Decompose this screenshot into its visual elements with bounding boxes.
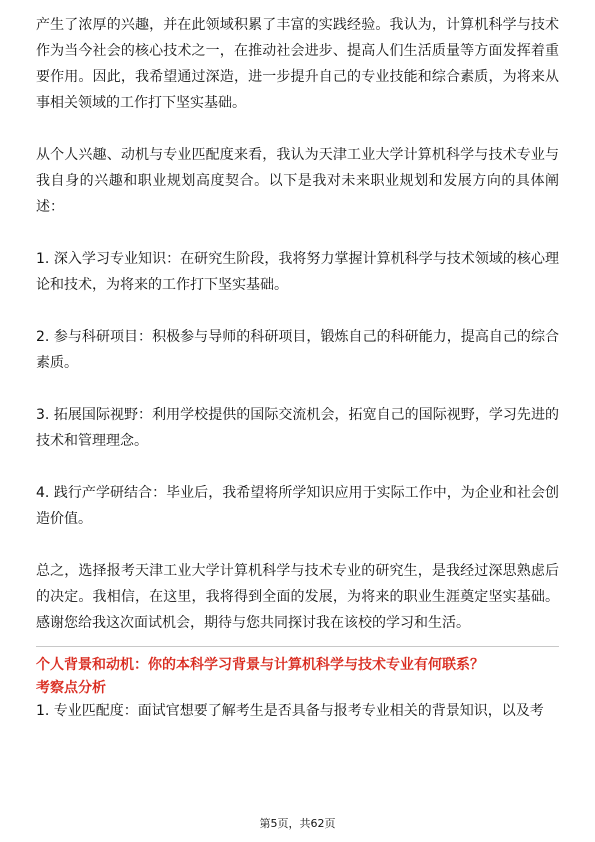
analysis-heading: 考察点分析: [36, 680, 106, 696]
analysis-item-1: 1. 专业匹配度：面试官想要了解考生是否具备与报考专业相关的背景知识，以及考: [36, 703, 544, 719]
paragraph-plan-2: 2. 参与科研项目：积极参与导师的科研项目，锻炼自己的科研能力，提高自己的综合素质。: [36, 329, 559, 371]
question-heading: 个人背景和动机：你的本科学习背景与计算机科学与技术专业有何联系？: [36, 657, 484, 673]
page-number-footer: 第5页，共62页: [259, 817, 336, 830]
paragraph-plan-3: 3. 拓展国际视野：利用学校提供的国际交流机会，拓宽自己的国际视野，学习先进的技术和管理理念。: [36, 407, 559, 449]
page-content: [36, 12, 559, 723]
paragraph-fit: 从个人兴趣、动机与专业匹配度来看，我认为天津工业大学计算机科学与技术专业与我自身的兴趣和职业规划高度契合。以下是我对未来职业规划和发展方向的具体阐述：: [36, 147, 559, 215]
paragraph-plan-1: 1. 深入学习专业知识：在研究生阶段，我将努力掌握计算机科学与技术领域的核心理论和技术，为将来的工作打下坚实基础。: [36, 251, 559, 293]
paragraph-intro-continuation: 产生了浓厚的兴趣，并在此领域积累了丰富的实践经验。我认为，计算机科学与技术作为当今社会的核心技术之一，在推动社会进步、提高人们生活质量等方面发挥着重要作用。因此，我希望通过深造，进一步提升自己的专业技能和综合素质，为将来从事相关领域的工作打下坚实基础。: [36, 17, 559, 111]
section-divider: [36, 646, 559, 647]
paragraph-conclusion: 总之，选择报考天津工业大学计算机科学与技术专业的研究生，是我经过深思熟虑后的决定。我相信，在这里，我将得到全面的发展，为将来的职业生涯奠定坚实基础。感谢您给我这次面试机会，期待与您共同探讨我在该校的学习和生活。: [36, 563, 559, 631]
paragraph-plan-4: 4. 践行产学研结合：毕业后，我希望将所学知识应用于实际工作中，为企业和社会创造价值。: [36, 485, 559, 527]
